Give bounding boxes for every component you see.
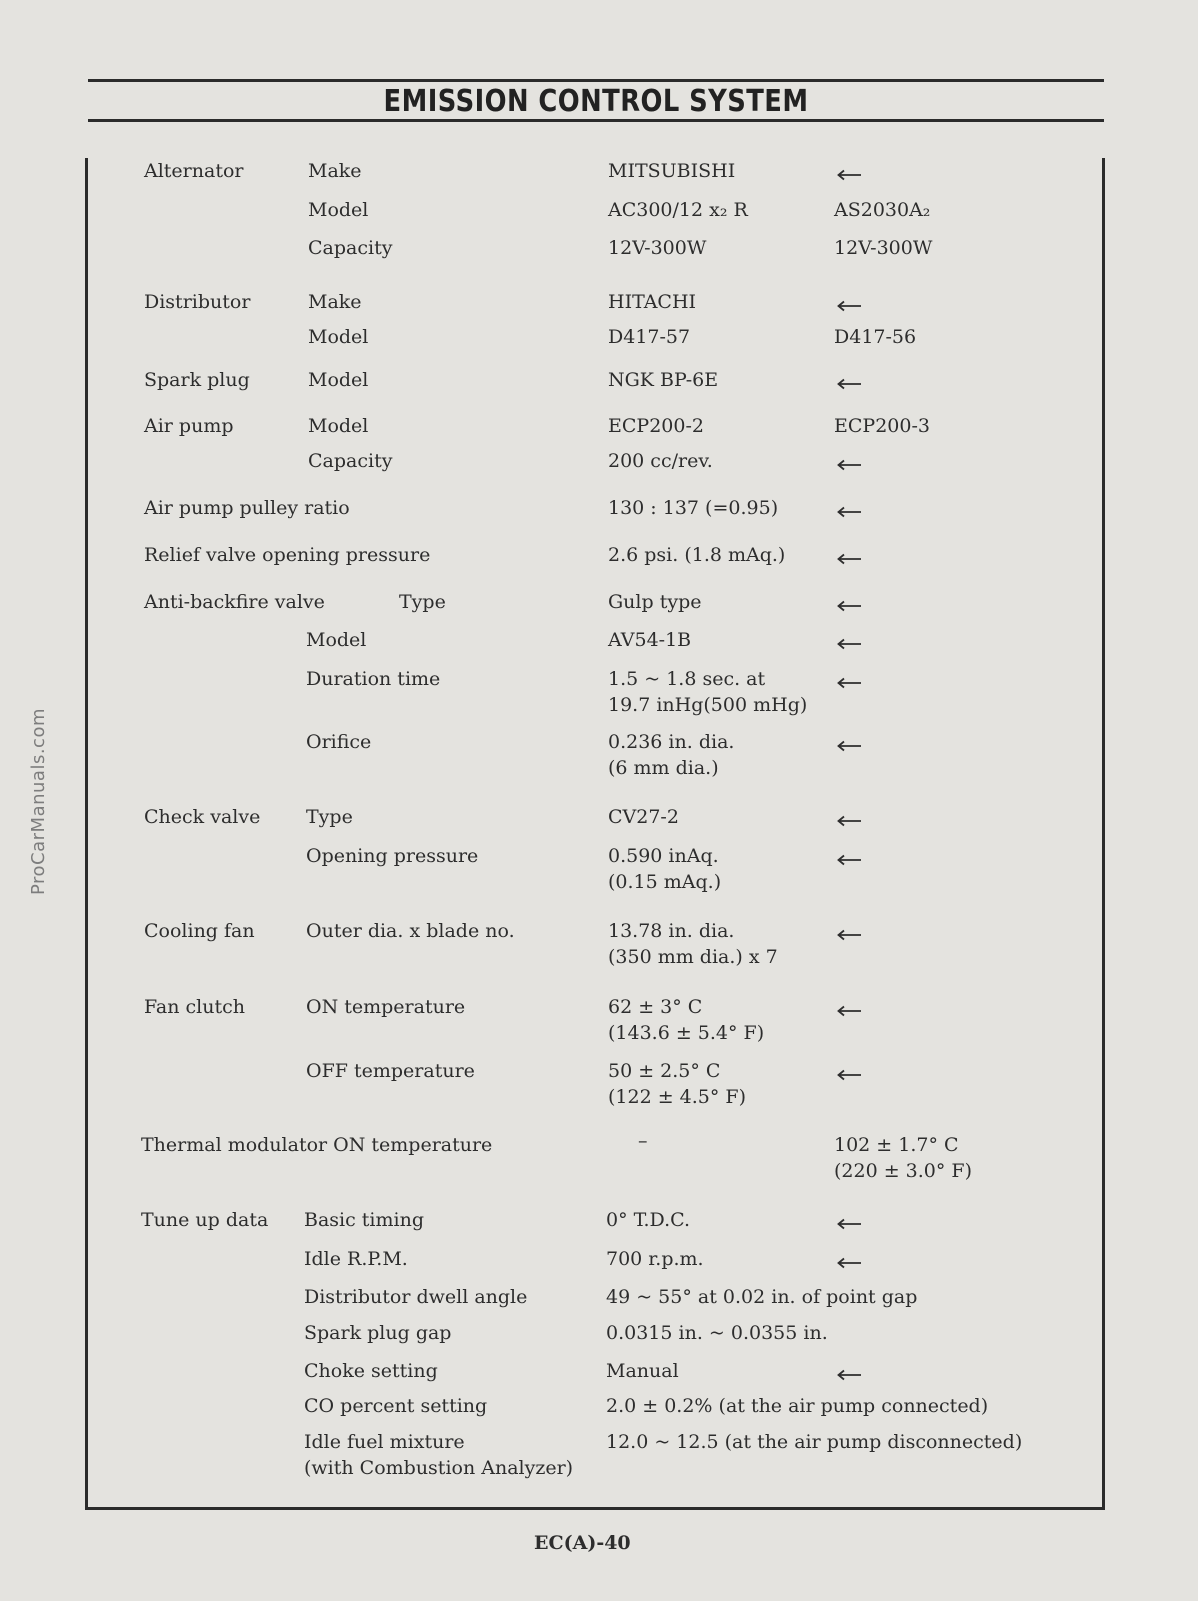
spec-cell: ECP200-3: [834, 415, 930, 437]
left-arrow-icon: [836, 378, 862, 390]
spec-cell: AC300/12 x₂ R: [608, 199, 748, 221]
spec-cell: MITSUBISHI: [608, 160, 736, 182]
left-arrow-icon: [836, 459, 862, 471]
spec-cell: Spark plug gap: [304, 1322, 452, 1344]
spec-cell: –: [638, 1130, 648, 1152]
spec-cell: Relief valve opening pressure: [144, 544, 431, 566]
spec-cell: D417-56: [834, 326, 917, 348]
spec-cell: 0.236 in. dia.: [608, 731, 735, 753]
spec-cell: Distributor dwell angle: [304, 1286, 528, 1308]
spec-cell: Capacity: [308, 237, 393, 259]
spec-cell: Air pump: [144, 415, 234, 437]
spec-cell: CO percent setting: [304, 1395, 488, 1417]
spec-cell: OFF temperature: [306, 1060, 475, 1082]
left-arrow-icon: [836, 1005, 862, 1017]
spec-cell: 12V-300W: [834, 237, 933, 259]
spec-cell: Type: [399, 591, 446, 613]
spec-cell: 49 ~ 55° at 0.02 in. of point gap: [606, 1286, 918, 1308]
spec-cell: Check valve: [144, 806, 261, 828]
spec-cell: (6 mm dia.): [608, 757, 719, 779]
left-arrow-icon: [836, 854, 862, 866]
left-arrow-icon: [836, 506, 862, 518]
spec-cell: (143.6 ± 5.4° F): [608, 1022, 765, 1044]
spec-cell: Model: [308, 326, 369, 348]
spec-cell: Model: [308, 415, 369, 437]
spec-cell: CV27-2: [608, 806, 679, 828]
spec-cell: 200 cc/rev.: [608, 450, 713, 472]
spec-cell: (350 mm dia.) x 7: [608, 946, 778, 968]
spec-cell: 12V-300W: [608, 237, 707, 259]
spec-cell: Cooling fan: [144, 920, 255, 942]
spec-cell: Idle R.P.M.: [304, 1248, 408, 1270]
spec-cell: AS2030A₂: [834, 199, 931, 221]
spec-cell: 0.590 inAq.: [608, 845, 719, 867]
left-arrow-icon: [836, 677, 862, 689]
left-arrow-icon: [836, 600, 862, 612]
box-left-border: [85, 158, 88, 1509]
spec-cell: NGK BP-6E: [608, 369, 719, 391]
left-arrow-icon: [836, 1218, 862, 1230]
spec-cell: Idle fuel mixture: [304, 1431, 465, 1453]
spec-cell: 50 ± 2.5° C: [608, 1060, 721, 1082]
spec-cell: 2.0 ± 0.2% (at the air pump connected): [606, 1395, 989, 1417]
spec-cell: Type: [306, 806, 353, 828]
spec-cell: Thermal modulator ON temperature: [141, 1134, 493, 1156]
spec-cell: Basic timing: [304, 1209, 425, 1231]
spec-cell: 1.5 ~ 1.8 sec. at: [608, 668, 766, 690]
spec-cell: ECP200-2: [608, 415, 704, 437]
spec-cell: 12.0 ~ 12.5 (at the air pump disconnected): [606, 1431, 1023, 1453]
spec-cell: Outer dia. x blade no.: [306, 920, 515, 942]
spec-cell: Fan clutch: [144, 996, 245, 1018]
spec-cell: Model: [308, 199, 369, 221]
spec-cell: 130 : 137 (=0.95): [608, 497, 779, 519]
left-arrow-icon: [836, 300, 862, 312]
spec-cell: Manual: [606, 1360, 679, 1382]
spec-cell: Distributor: [144, 291, 251, 313]
spec-cell: 2.6 psi. (1.8 mAq.): [608, 544, 786, 566]
left-arrow-icon: [836, 929, 862, 941]
spec-cell: 13.78 in. dia.: [608, 920, 735, 942]
spec-cell: Gulp type: [608, 591, 702, 613]
spec-cell: (0.15 mAq.): [608, 871, 722, 893]
page-title: EMISSION CONTROL SYSTEM: [383, 84, 809, 119]
spec-cell: 62 ± 3° C: [608, 996, 703, 1018]
spec-cell: Orifice: [306, 731, 372, 753]
spec-cell: (with Combustion Analyzer): [304, 1457, 574, 1479]
spec-cell: D417-57: [608, 326, 691, 348]
page-number: EC(A)-40: [534, 1532, 631, 1554]
spec-cell: 19.7 inHg(500 mHg): [608, 694, 808, 716]
spec-cell: Capacity: [308, 450, 393, 472]
spec-cell: Make: [308, 291, 362, 313]
spec-cell: Model: [306, 629, 367, 651]
spec-cell: Opening pressure: [306, 845, 479, 867]
left-arrow-icon: [836, 740, 862, 752]
title-rule: [88, 119, 1104, 122]
spec-cell: ON temperature: [306, 996, 466, 1018]
spec-cell: (220 ± 3.0° F): [834, 1160, 973, 1182]
spec-cell: Tune up data: [141, 1209, 269, 1231]
spec-cell: Anti-backfire valve: [144, 591, 325, 613]
spec-cell: Spark plug: [144, 369, 250, 391]
box-bottom-border: [85, 1507, 1105, 1510]
box-right-border: [1102, 158, 1105, 1509]
spec-cell: Model: [308, 369, 369, 391]
left-arrow-icon: [836, 815, 862, 827]
spec-cell: 102 ± 1.7° C: [834, 1134, 959, 1156]
spec-cell: 0° T.D.C.: [606, 1209, 691, 1231]
left-arrow-icon: [836, 638, 862, 650]
spec-cell: HITACHI: [608, 291, 697, 313]
spec-cell: 700 r.p.m.: [606, 1248, 704, 1270]
left-arrow-icon: [836, 1369, 862, 1381]
left-arrow-icon: [836, 553, 862, 565]
spec-cell: Duration time: [306, 668, 441, 690]
spec-cell: Air pump pulley ratio: [144, 497, 350, 519]
watermark: ProCarManuals.com: [28, 707, 49, 895]
spec-cell: AV54-1B: [608, 629, 692, 651]
top-rule: [88, 79, 1104, 82]
left-arrow-icon: [836, 1069, 862, 1081]
spec-cell: Make: [308, 160, 362, 182]
left-arrow-icon: [836, 169, 862, 181]
spec-cell: (122 ± 4.5° F): [608, 1086, 747, 1108]
spec-cell: 0.0315 in. ~ 0.0355 in.: [606, 1322, 828, 1344]
left-arrow-icon: [836, 1257, 862, 1269]
spec-cell: Alternator: [144, 160, 244, 182]
spec-cell: Choke setting: [304, 1360, 438, 1382]
